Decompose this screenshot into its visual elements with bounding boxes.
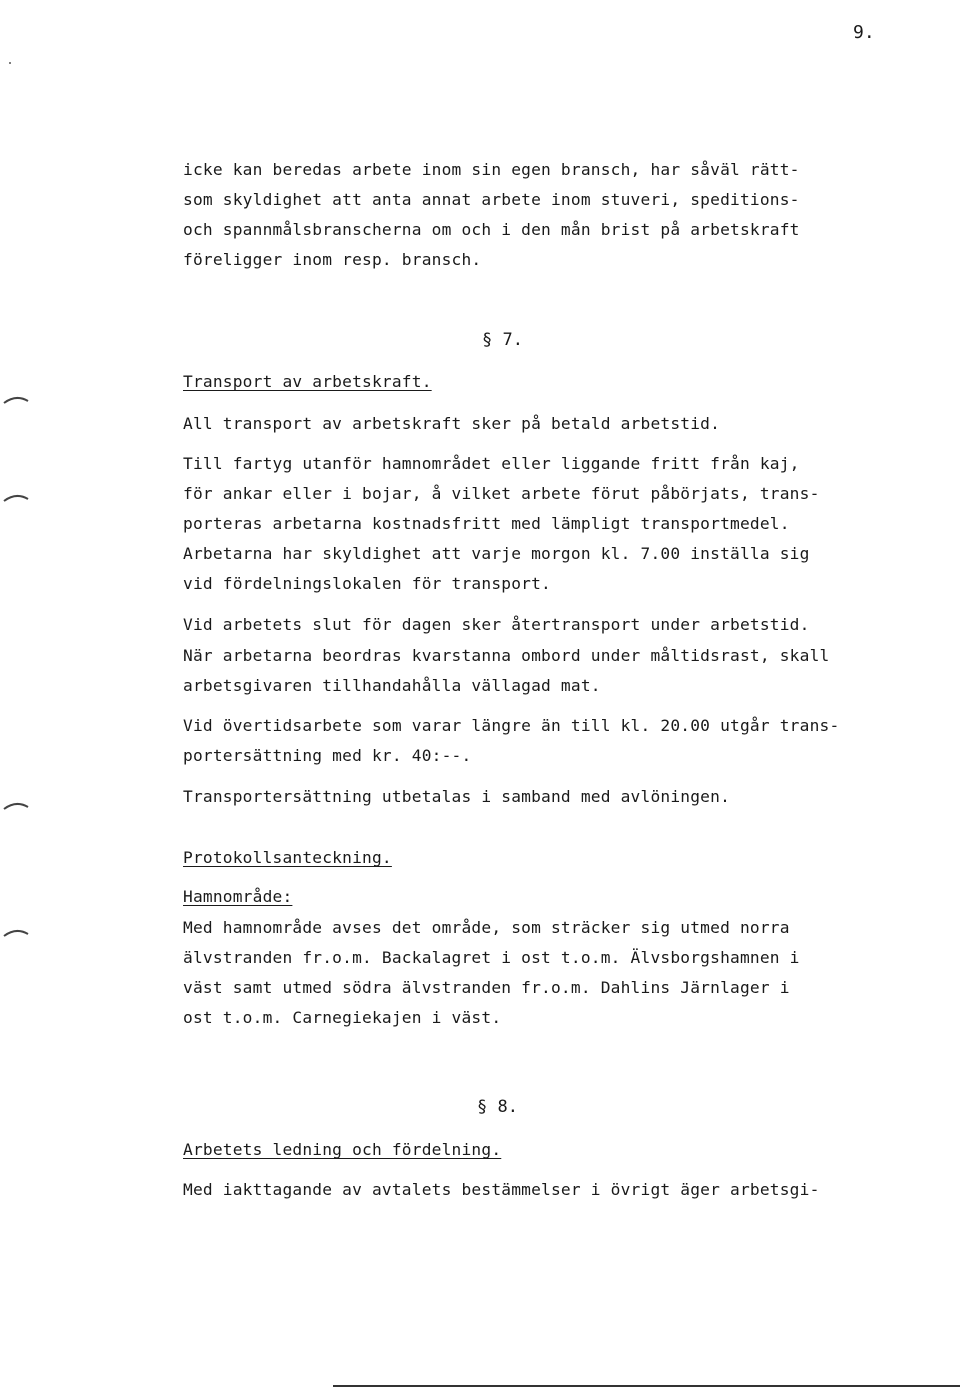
text-line: Vid arbetets slut för dagen sker återtransport under arbetstid. <box>183 615 810 634</box>
text-line: All transport av arbetskraft sker på betald arbetstid. <box>183 414 721 433</box>
text-line: väst samt utmed södra älvstranden fr.o.m. Dahlins Järnlager i <box>183 978 790 997</box>
page-number: 9. <box>853 22 875 43</box>
section-number: § 8. <box>477 1097 518 1117</box>
text-line: arbetsgivaren tillhandahålla vällagad mat. <box>183 676 601 695</box>
text-line: Vid övertidsarbete som varar längre än till kl. 20.00 utgår trans- <box>183 716 840 735</box>
binder-mark-icon <box>0 925 32 939</box>
text-line: föreligger inom resp. bransch. <box>183 250 482 269</box>
binder-mark-icon <box>0 798 32 812</box>
section-number: § 7. <box>482 330 523 350</box>
text-line: som skyldighet att anta annat arbete inom stuveri, speditions- <box>183 190 800 209</box>
text-line: Med iakttagande av avtalets bestämmelser i övrigt äger arbetsgi- <box>183 1180 820 1199</box>
text-line: Till fartyg utanför hamnområdet eller liggande fritt från kaj, <box>183 454 800 473</box>
text-line: icke kan beredas arbete inom sin egen bransch, har såväl rätt- <box>183 160 800 179</box>
binder-mark-icon <box>0 392 32 406</box>
text-line: och spannmålsbranscherna om och i den mån brist på arbetskraft <box>183 220 800 239</box>
protocol-note-heading: Protokollsanteckning. <box>183 848 392 867</box>
text-line: vid fördelningslokalen för transport. <box>183 574 551 593</box>
text-line: älvstranden fr.o.m. Backalagret i ost t.o.m. Älvsborgshamnen i <box>183 948 800 967</box>
bottom-rule <box>333 1385 960 1387</box>
text-line: ost t.o.m. Carnegiekajen i väst. <box>183 1008 502 1027</box>
text-line: När arbetarna beordras kvarstanna ombord under måltidsrast, skall <box>183 646 830 665</box>
text-line: Med hamnområde avses det område, som sträcker sig utmed norra <box>183 918 790 937</box>
section-heading: Transport av arbetskraft. <box>183 372 432 391</box>
subheading: Hamnområde: <box>183 887 293 906</box>
section-heading: Arbetets ledning och fördelning. <box>183 1140 502 1159</box>
text-line: porteras arbetarna kostnadsfritt med lämpligt transportmedel. <box>183 514 790 533</box>
text-line: för ankar eller i bojar, å vilket arbete förut påbörjats, trans- <box>183 484 820 503</box>
text-line: Arbetarna har skyldighet att varje morgon kl. 7.00 inställa sig <box>183 544 810 563</box>
text-line: Transportersättning utbetalas i samband med avlöningen. <box>183 787 731 806</box>
binder-mark-icon <box>0 490 32 504</box>
margin-speck <box>9 62 11 64</box>
text-line: portersättning med kr. 40:--. <box>183 746 472 765</box>
